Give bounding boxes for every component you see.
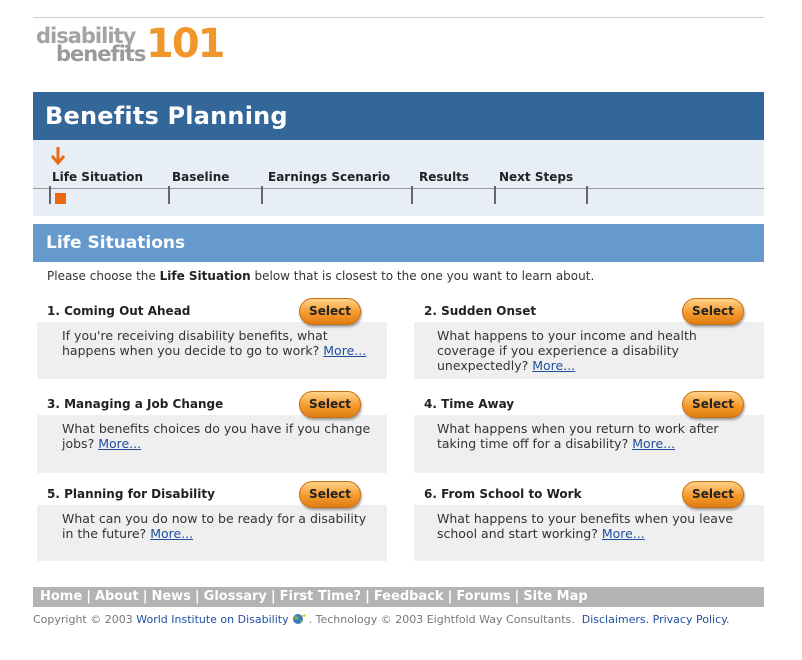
nav-separator: | [514,589,520,604]
situation-description [37,415,387,473]
progress-steps [33,140,764,216]
more-link[interactable]: More... [532,358,576,373]
nav-separator: | [142,589,148,604]
nav-separator: | [447,589,453,604]
intro-before: Please choose the [47,269,160,283]
more-link[interactable]: More... [632,436,676,451]
nav-separator: | [194,589,200,604]
situation-description [37,322,387,379]
footer-link-about[interactable]: About [94,589,139,604]
situation-card [37,298,387,379]
step-tick [168,186,170,204]
situation-title: 2. Sudden Onset [424,304,537,318]
situation-description [414,505,764,561]
situation-title: 3. Managing a Job Change [47,397,224,411]
page-title-bar [33,92,764,140]
select-button[interactable]: Select [299,391,361,418]
site-logo[interactable] [36,21,236,67]
situation-desc-text: What benefits choices do you have if you change jobs? [62,421,371,451]
more-link[interactable]: More... [98,436,142,451]
down-arrow-icon [51,146,65,166]
nav-separator: | [270,589,276,604]
current-step-marker [55,193,66,204]
step-tick [586,186,588,204]
situation-card [414,481,764,561]
step-baseline: Baseline [172,170,230,184]
situation-desc-text: What can you do now to be ready for a disability in the future? [62,511,367,541]
step-tick [494,186,496,204]
step-tick [411,186,413,204]
copyright-line [33,613,730,626]
steps-track [33,188,764,189]
footer-link-forums[interactable]: Forums [456,589,511,604]
situation-title: 5. Planning for Disability [47,487,215,501]
page-title: Benefits Planning [45,102,288,130]
situation-card [414,391,764,473]
copyright-prefix: Copyright © 2003 [33,613,137,626]
section-title: Life Situations [46,233,186,253]
more-link[interactable]: More... [150,526,194,541]
step-tick [261,186,263,204]
nav-separator: | [86,589,91,604]
step-results: Results [419,170,470,184]
step-tick [49,186,51,204]
situation-description [414,322,764,379]
select-button[interactable]: Select [682,391,744,418]
situation-desc-text: What happens when you return to work after taking time off for a disability? [437,421,719,451]
globe-icon [291,613,307,625]
nav-separator: | [365,589,370,604]
top-divider [33,17,764,18]
situation-title: 4. Time Away [424,397,515,411]
step-next-steps: Next Steps [499,170,574,184]
disclaimers-link[interactable]: Disclaimers. [581,613,650,626]
step-life-situation: Life Situation [52,170,144,184]
footer-link-first-time[interactable]: First Time? [279,589,362,604]
intro-text [47,269,594,283]
footer-link-site-map[interactable]: Site Map [523,589,588,604]
footer-link-feedback[interactable]: Feedback [373,589,444,604]
intro-bold: Life Situation [159,269,251,283]
situation-card [37,391,387,473]
situation-title: 6. From School to Work [424,487,582,501]
situation-description [37,505,387,561]
select-button[interactable]: Select [299,298,361,325]
logo-word-disability: disability [36,24,136,48]
situation-desc-text: What happens to your benefits when you leave school and start working? [437,511,734,541]
wid-link[interactable]: World Institute on Disability [136,613,289,626]
step-earnings-scenario: Earnings Scenario [268,170,391,184]
select-button[interactable]: Select [682,481,744,508]
logo-word-benefits: benefits [56,42,146,66]
more-link[interactable]: More... [601,526,645,541]
situation-description [414,415,764,473]
footer-link-home[interactable]: Home [40,589,83,604]
situation-card [414,298,764,379]
section-header [33,224,764,262]
footer-nav [33,587,764,607]
situation-title: 1. Coming Out Ahead [47,304,191,318]
more-link[interactable]: More... [323,343,367,358]
footer-link-glossary[interactable]: Glossary [203,589,267,604]
situation-desc-text: If you're receiving disability benefits, what happens when you decide to go to work? [62,328,328,358]
intro-after: below that is closest to the one you want to learn about. [250,269,595,283]
privacy-policy-link[interactable]: Privacy Policy. [652,613,730,626]
select-button[interactable]: Select [682,298,744,325]
situation-card [37,481,387,561]
copyright-tech: . Technology © 2003 Eightfold Way Consultants. [308,613,575,626]
select-button[interactable]: Select [299,481,361,508]
logo-number: 101 [146,21,224,67]
situation-desc-text: What happens to your income and health coverage if you experience a disability unexpectedly? [437,328,697,373]
footer-link-news[interactable]: News [151,589,191,604]
